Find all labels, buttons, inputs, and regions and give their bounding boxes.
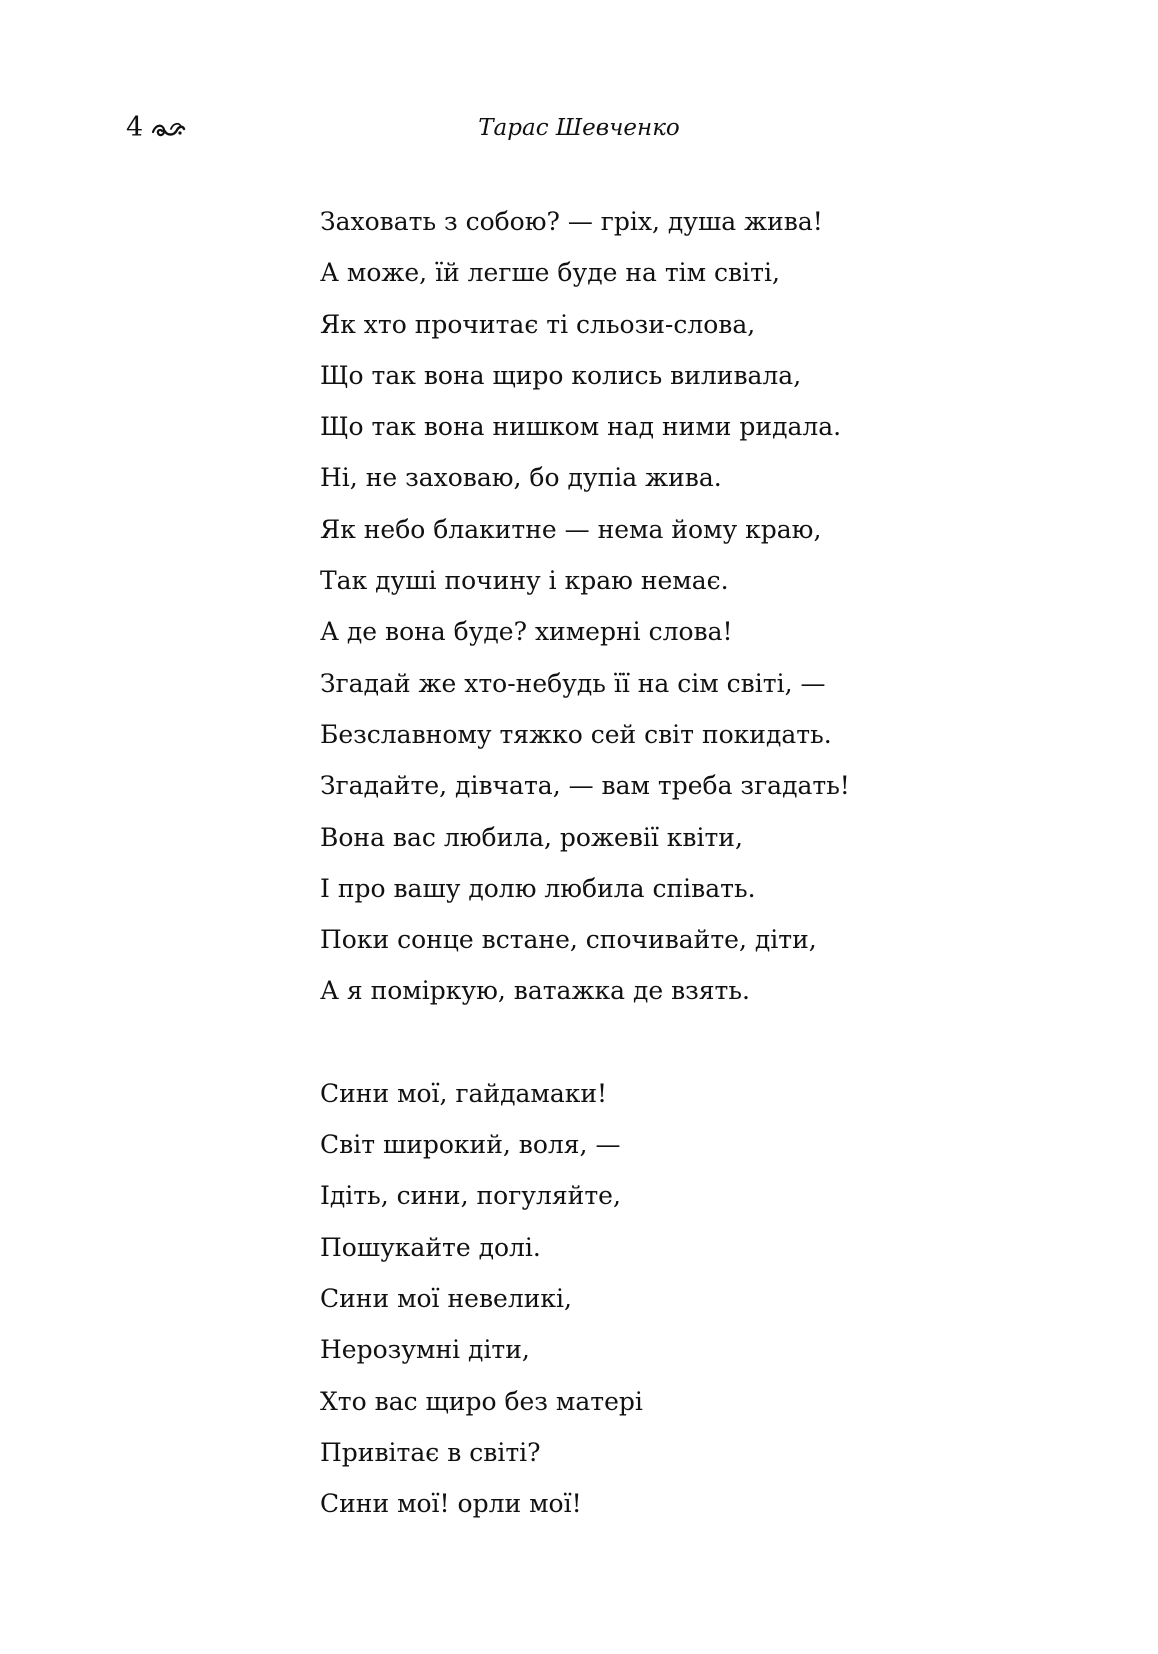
verse-line: Поки сонце встане, спочивайте, діти, [320,925,817,955]
verse-line: Що так вона щиро колись виливала, [320,360,802,390]
page-header [0,108,1158,148]
verse-line: А де вона буде? химерні слова! [320,617,733,647]
verse-line: Як хто прочитає ті сльози-слова, [320,309,756,339]
verse-line: Ні, не заховаю, бо дупіа жива. [320,463,722,493]
verse-line: Привітає в світі? [320,1437,541,1467]
running-title: Тарас Шевченко [478,115,680,141]
verse-line: Сини мої невеликі, [320,1283,572,1313]
verse-line: Сини мої! орли мої! [320,1489,582,1519]
verse-line: Згадайте, дівчата, — вам треба згадать! [320,771,850,801]
verse-line: Пошукайте долі. [320,1232,541,1262]
verse-line: Світ широкий, воля, — [320,1130,621,1160]
verse-line: Безславному тяжко сей світ покидать. [320,719,832,749]
verse-line: А я поміркую, ватажка де взять. [320,976,750,1006]
verse-line: Вона вас любила, рожевії квіти, [320,822,743,852]
verse-line: Сини мої, гайдамаки! [320,1078,608,1108]
verse-line: Що так вона нишком над ними ридала. [320,412,842,442]
verse-line: Нерозумні діти, [320,1335,530,1365]
stanza-1 [320,196,1060,1017]
verse-line: І про вашу долю любила співать. [320,873,756,903]
poem-text [320,196,1060,1529]
verse-line: А може, їй легше буде на тім світі, [320,258,780,288]
verse-line: Так душі почину і краю немає. [320,566,729,596]
verse-line: Ідіть, сини, погуляйте, [320,1181,621,1211]
verse-line: Заховать з собою? — гріх, душа жива! [320,207,823,236]
stanza-2 [320,1068,1060,1530]
verse-line: Хто вас щиро без матері [320,1386,643,1416]
verse-line: Як небо блакитне — нема йому краю, [320,514,822,544]
page-number: 4 [126,112,144,143]
verse-line: Згадай же хто-небудь її на сім світі, — [320,668,826,698]
